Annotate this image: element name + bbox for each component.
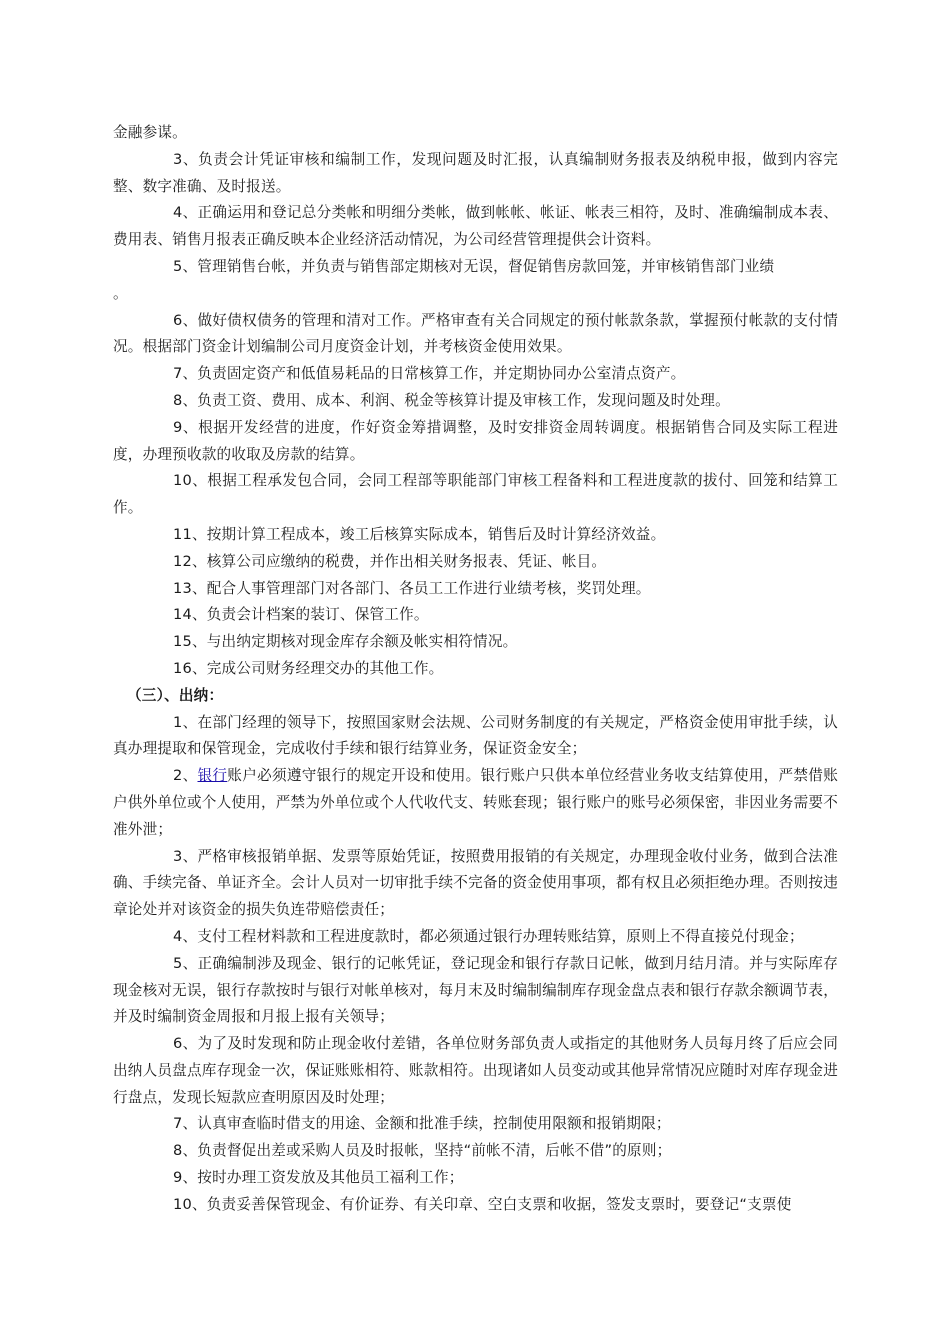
- accounting-item-16: 16、完成公司财务经理交办的其他工作。: [173, 659, 444, 677]
- cashier-item-10: 10、负责妥善保管现金、有价证券、有关印章、空白支票和收据，签发支票时，要登记“支票使: [173, 1195, 792, 1213]
- accounting-item-10: 10、根据工程承发包合同，会同工程部等职能部门审核工程备料和工程进度款的拔付、回笼和结算工作。: [113, 472, 838, 517]
- cashier-item-2: [113, 763, 838, 843]
- cashier-item-4: 4、支付工程材料款和工程进度款时，都必须通过银行办理转账结算，原则上不得直接兑付现金；: [173, 927, 804, 945]
- cashier-item-8: 8、负责督促出差或采购人员及时报帐，坚持“前帐不清，后帐不借”的原则；: [173, 1142, 672, 1160]
- accounting-item-3: 3、负责会计凭证审核和编制工作，发现问题及时汇报，认真编制财务报表及纳税申报，做到内容完整、数字准确、及时报送。: [113, 150, 838, 195]
- accounting-item-8: 8、负责工资、费用、成本、利润、税金等核算计提及审核工作，发现问题及时处理。: [173, 391, 730, 409]
- accounting-item-7: 7、负责固定资产和低值易耗品的日常核算工作，并定期协同办公室清点资产。: [173, 365, 686, 383]
- cashier-section-heading: （三）、出纳：: [127, 686, 224, 704]
- cashier-item-2-prefix: 2、: [173, 767, 198, 785]
- cashier-item-5: 5、正确编制涉及现金、银行的记帐凭证，登记现金和银行存款日记帐，做到月结月清。并与实际库存现金核对无误，银行存款按时与银行对帐单核对，每月末及时编制编制库存现金盘点表和银行存款余额调节表，并及时编制资金周报和月报上报有关领导；: [113, 954, 838, 1026]
- cashier-item-1: 1、在部门经理的领导下，按照国家财会法规、公司财务制度的有关规定，严格资金使用审批手续，认真办理提取和保管现金，完成收付手续和银行结算业务，保证资金安全；: [113, 713, 838, 758]
- accounting-item-5-tail: 。: [113, 284, 128, 302]
- cashier-item-9: 9、按时办理工资发放及其他员工福利工作；: [173, 1169, 464, 1187]
- continuation-text: 金融参谋。: [113, 124, 187, 141]
- accounting-item-11: 11、按期计算工程成本，竣工后核算实际成本，销售后及时计算经济效益。: [173, 525, 666, 543]
- cashier-item-7: 7、认真审查临时借支的用途、金额和批准手续，控制使用限额和报销期限；: [173, 1115, 671, 1133]
- accounting-item-15: 15、与出纳定期核对现金库存余额及帐实相符情况。: [173, 633, 518, 651]
- document-body: [113, 120, 838, 1219]
- accounting-item-13: 13、配合人事管理部门对各部门、各员工工作进行业绩考核，奖罚处理。: [173, 579, 651, 597]
- accounting-item-9: 9、根据开发经营的进度，作好资金筹措调整，及时安排资金周转调度。根据销售合同及实际工程进度，办理预收款的收取及房款的结算。: [113, 418, 838, 463]
- accounting-item-4: 4、正确运用和登记总分类帐和明细分类帐，做到帐帐、帐证、帐表三相符，及时、准确编制成本表、费用表、销售月报表正确反映本企业经济活动情况，为公司经营管理提供会计资料。: [113, 204, 838, 249]
- cashier-item-6: 6、为了及时发现和防止现金收付差错，各单位财务部负责人或指定的其他财务人员每月终了后应会同出纳人员盘点库存现金一次，保证账账相符、账款相符。出现诸如人员变动或其他异常情况应随时对库存现金进行盘点，发现长短款应查明原因及时处理；: [113, 1035, 838, 1106]
- accounting-item-14: 14、负责会计档案的装订、保管工作。: [173, 606, 429, 624]
- bank-link[interactable]: 银行: [197, 767, 228, 785]
- accounting-item-5: 5、管理销售台帐，并负责与销售部定期核对无误，督促销售房款回笼，并审核销售部门业绩: [173, 257, 775, 275]
- cashier-item-2-text: 账户必须遵守银行的规定开设和使用。银行账户只供本单位经营业务收支结算使用，严禁借账户供外单位或个人使用，严禁为外单位或个人代收代支、转账套现；银行账户的账号必须保密，非因业务需要不准外泄；: [113, 767, 838, 838]
- cashier-item-3: 3、严格审核报销单据、发票等原始凭证，按照费用报销的有关规定，办理现金收付业务，做到合法准确、手续完备、单证齐全。会计人员对一切审批手续不完备的资金使用事项，都有权且必须拒绝办理。否则按违章论处并对该资金的损失负连带赔偿责任；: [113, 847, 838, 919]
- accounting-item-12: 12、核算公司应缴纳的税费，并作出相关财务报表、凭证、帐目。: [173, 552, 607, 570]
- accounting-item-6: 6、做好债权债务的管理和清对工作。严格审查有关合同规定的预付帐款条款，掌握预付帐款的支付情况。根据部门资金计划编制公司月度资金计划，并考核资金使用效果。: [113, 311, 838, 356]
